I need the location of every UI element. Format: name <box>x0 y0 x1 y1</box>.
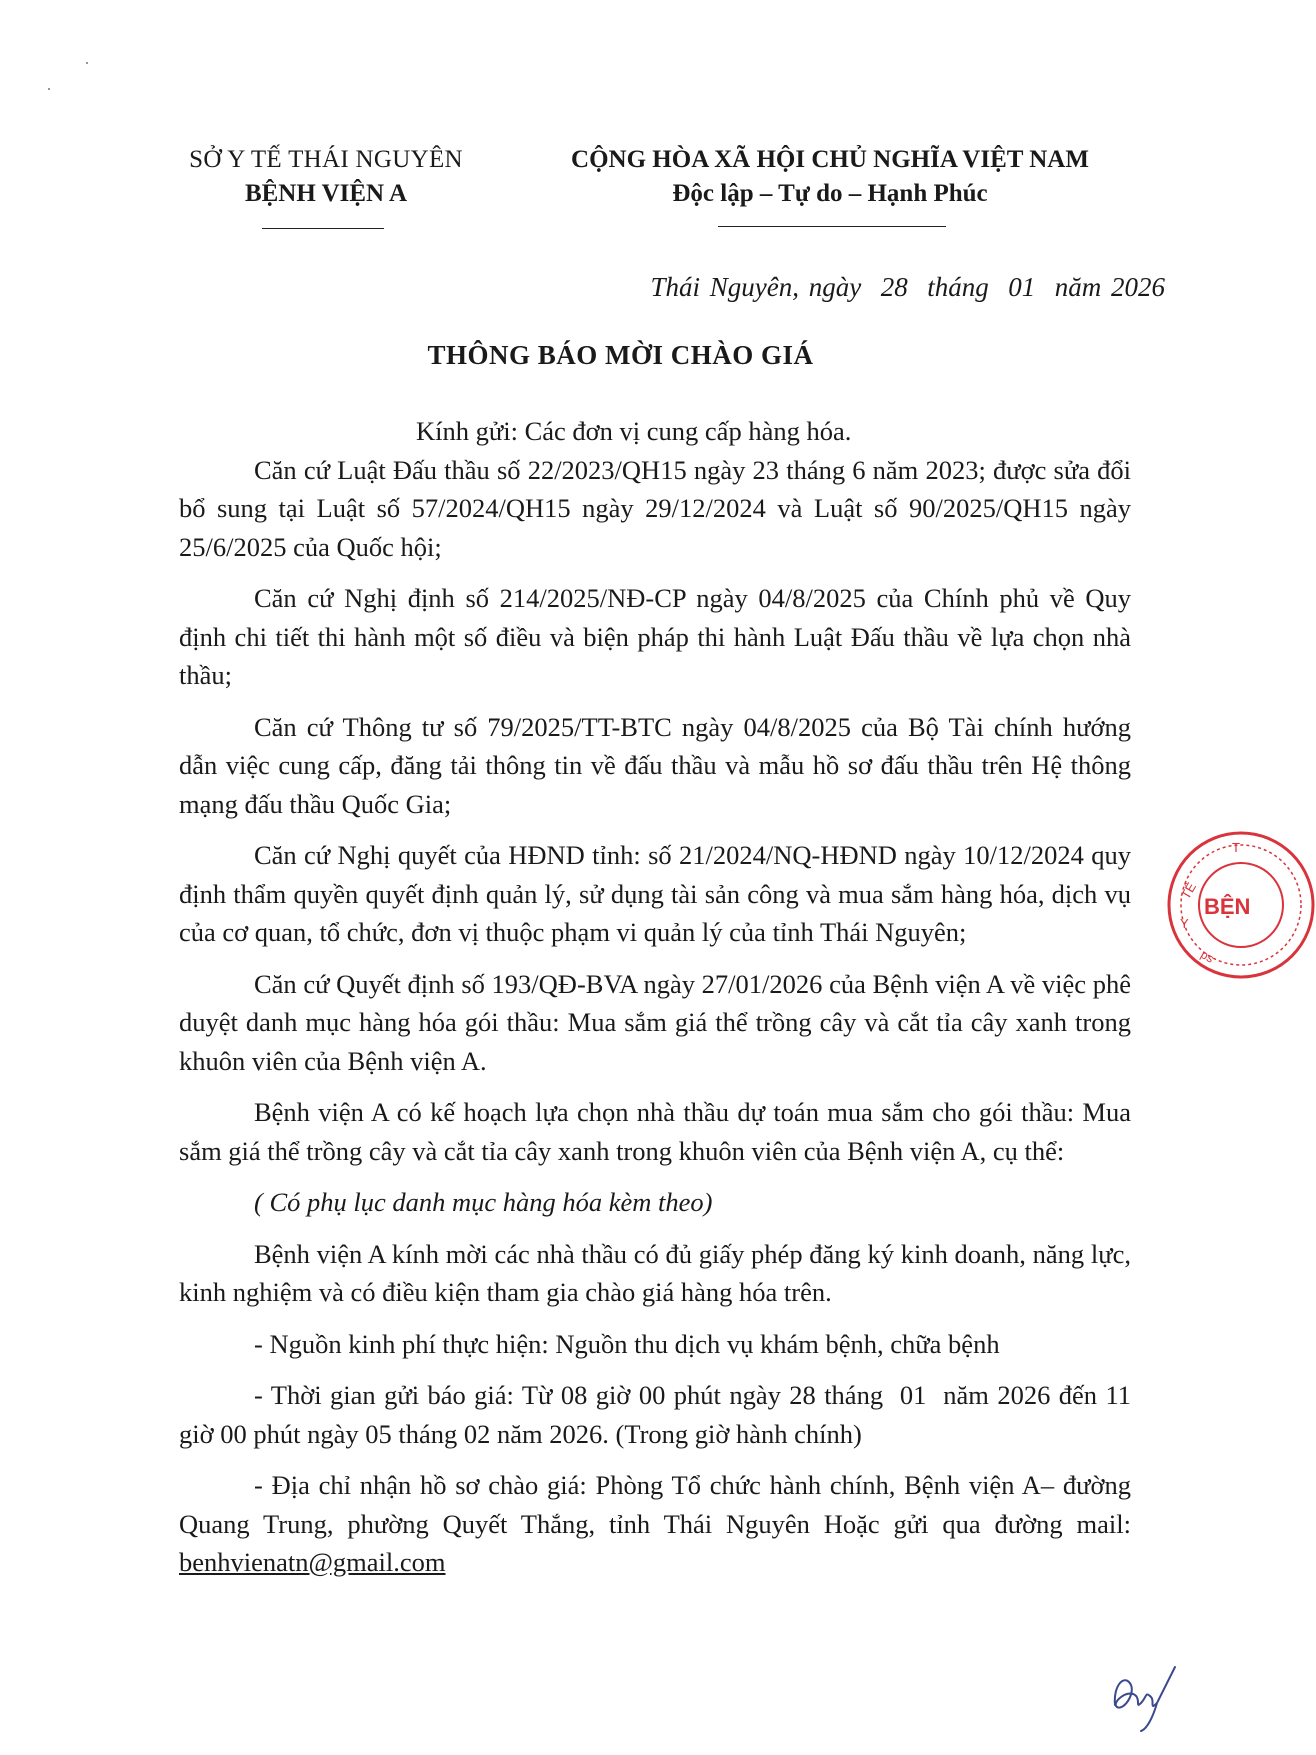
signature-stroke <box>1115 1667 1175 1731</box>
national-motto: Độc lập – Tự do – Hạnh Phúc <box>672 180 988 207</box>
stamp-ring-text: ps <box>1198 947 1217 966</box>
document-body <box>179 412 1138 1595</box>
department-name: SỞ Y TẾ THÁI NGUYÊN <box>189 146 463 173</box>
stamp-ring-text: Y <box>1180 916 1189 931</box>
email-link[interactable]: benhvienatn@gmail.com <box>179 1547 446 1577</box>
legal-basis-paragraph: Căn cứ Thông tư số 79/2025/TT-BTC ngày 04/8/2025 của Bộ Tài chính hướng dẫn việc cung cấp, đăng tải thông tin về đấu thầu và mẫu hồ sơ đấu thầu trên Hệ thông mạng đấu thầu Quốc Gia; <box>179 711 1131 819</box>
header-left-underline <box>262 228 384 229</box>
legal-basis-paragraph: Căn cứ Nghị quyết của HĐND tỉnh: số 21/2024/NQ-HĐND ngày 10/12/2024 quy định thẩm quyền quyết định quản lý, sử dụng tài sản công và mua sắm hàng hóa, dịch vụ của cơ quan, tổ chức, đơn vị thuộc phạm vi quản lý của tỉnh Thái Nguyên; <box>179 840 1131 947</box>
legal-basis-paragraph: Căn cứ Luật Đấu thầu số 22/2023/QH15 ngày 23 tháng 6 năm 2023; được sửa đổi bổ sung tại Luật số 57/2024/QH15 ngày 29/12/2024 và Luật số 90/2025/QH15 ngày 25/6/2025 của Quốc hội; <box>179 454 1131 562</box>
legal-basis-paragraph: Căn cứ Quyết định số 193/QĐ-BVA ngày 27/01/2026 của Bệnh viện A về việc phê duyệt danh mục hàng hóa gói thầu: Mua sắm giá thể trồng cây và cắt tỉa cây xanh trong khuôn viên của Bệnh viện A. <box>179 968 1131 1076</box>
greeting: Kính gửi: Các đơn vị cung cấp hàng hóa. <box>416 416 852 446</box>
national-header <box>530 143 1130 211</box>
appendix-note: ( Có phụ lục danh mục hàng hóa kèm theo) <box>254 1187 713 1217</box>
stamp-ring-text: TẾ <box>1177 879 1200 902</box>
initials-signature <box>1105 1645 1185 1735</box>
stamp-center-text: BỆN <box>1204 894 1251 919</box>
header-right-underline <box>718 226 946 227</box>
funding-source: - Nguồn kinh phí thực hiện: Nguồn thu dịch vụ khám bệnh, chữa bệnh <box>254 1328 1000 1359</box>
stamp-ring-text: T <box>1232 840 1240 855</box>
submission-time: - Thời gian gửi báo giá: Từ 08 giờ 00 phút ngày 28 tháng 01 năm 2026 đến 11 giờ 00 phút ngày 05 tháng 02 năm 2026. (Trong giờ hành chính) <box>179 1380 1138 1449</box>
plan-paragraph: Bệnh viện A có kế hoạch lựa chọn nhà thầu dự toán mua sắm cho gói thầu: Mua sắm giá thể trồng cây và cắt tỉa cây xanh trong khuôn viên của Bệnh viện A, cụ thể: <box>179 1097 1131 1166</box>
hospital-name: BỆNH VIỆN A <box>244 180 408 207</box>
issuing-agency-header <box>160 143 492 211</box>
place-date: Thái Nguyên, ngày 28 tháng 01 năm 2026 <box>650 272 1165 302</box>
official-stamp <box>1166 830 1316 980</box>
address-text: - Địa chỉ nhận hồ sơ chào giá: Phòng Tổ chức hành chính, Bệnh viện A– đường Quang Trung, phường Quyết Thắng, tỉnh Thái Nguyên Hoặc gửi qua đường mail: <box>179 1470 1131 1539</box>
legal-basis-paragraph: Căn cứ Nghị định số 214/2025/NĐ-CP ngày 04/8/2025 của Chính phủ về Quy định chi tiết thi hành một số điều và biện pháp thi hành Luật Đấu thầu về lựa chọn nhà thầu; <box>179 583 1131 690</box>
invitation-paragraph: Bệnh viện A kính mời các nhà thầu có đủ giấy phép đăng ký kinh doanh, năng lực, kinh nghiệm và có điều kiện tham gia chào giá hàng hóa trên. <box>179 1238 1131 1307</box>
scan-speck <box>48 88 50 90</box>
national-title: CỘNG HÒA XÃ HỘI CHỦ NGHĨA VIỆT NAM <box>571 146 1089 173</box>
scan-speck <box>86 62 88 64</box>
submission-address <box>179 1466 1131 1582</box>
document-title: THÔNG BÁO MỜI CHÀO GIÁ <box>427 340 814 370</box>
